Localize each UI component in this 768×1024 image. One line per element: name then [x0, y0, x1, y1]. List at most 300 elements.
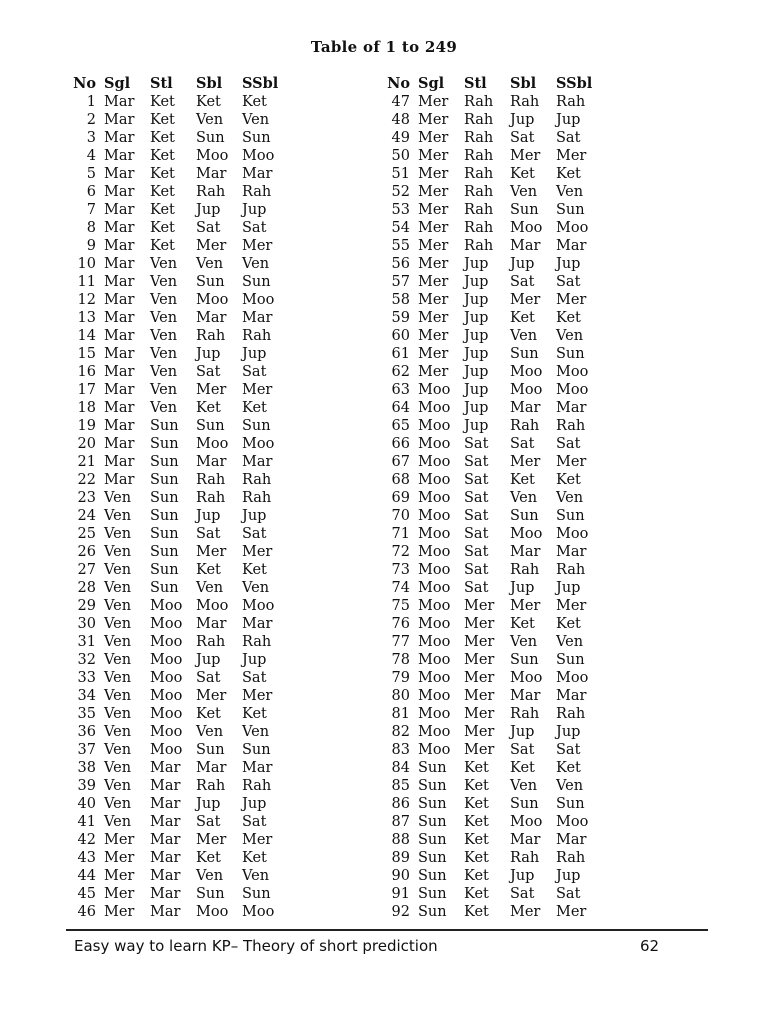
- cell-stl: Ket: [464, 796, 489, 812]
- cell-sgl: Ven: [104, 634, 132, 650]
- header-sgl: Sgl: [104, 75, 131, 92]
- cell-sbl: Rah: [196, 184, 226, 200]
- cell-sbl: Moo: [510, 364, 543, 380]
- cell-stl: Moo: [150, 670, 183, 686]
- cell-no: 17: [77, 382, 96, 398]
- table-row: [66, 831, 292, 849]
- cell-sbl: Rah: [510, 706, 540, 722]
- cell-ssbl: Ven: [242, 112, 270, 128]
- cell-sbl: Sat: [196, 364, 221, 380]
- cell-no: 27: [77, 562, 96, 578]
- cell-sgl: Moo: [418, 616, 451, 632]
- cell-sbl: Moo: [510, 220, 543, 236]
- cell-stl: Rah: [464, 184, 494, 200]
- cell-ssbl: Ket: [556, 760, 581, 776]
- cell-no: 12: [77, 292, 96, 308]
- cell-ssbl: Jup: [556, 724, 581, 740]
- table-row: [66, 453, 292, 471]
- table-row: [386, 183, 606, 201]
- table-row: [66, 705, 292, 723]
- footer-text: Easy way to learn KP– Theory of short prediction: [74, 937, 438, 955]
- table-row: [386, 633, 606, 651]
- cell-sbl: Ven: [510, 490, 538, 506]
- cell-sbl: Mer: [510, 148, 541, 164]
- table-row: [66, 165, 292, 183]
- cell-sbl: Jup: [510, 112, 535, 128]
- cell-sgl: Ven: [104, 652, 132, 668]
- cell-no: 63: [391, 382, 410, 398]
- cell-no: 42: [77, 832, 96, 848]
- cell-no: 45: [77, 886, 96, 902]
- cell-sbl: Sun: [196, 274, 225, 290]
- cell-sbl: Rah: [196, 328, 226, 344]
- cell-sgl: Sun: [418, 760, 447, 776]
- cell-ssbl: Mer: [556, 904, 587, 920]
- cell-stl: Moo: [150, 742, 183, 758]
- cell-stl: Ven: [150, 364, 178, 380]
- cell-sbl: Jup: [510, 724, 535, 740]
- cell-ssbl: Rah: [556, 850, 586, 866]
- table-row: [386, 849, 606, 867]
- cell-stl: Jup: [464, 292, 489, 308]
- table-row: [386, 399, 606, 417]
- table-row: [386, 507, 606, 525]
- cell-sgl: Ven: [104, 526, 132, 542]
- cell-sbl: Jup: [510, 580, 535, 596]
- header-sgl: Sgl: [418, 75, 445, 92]
- cell-no: 77: [391, 634, 410, 650]
- cell-sgl: Mar: [104, 256, 135, 272]
- table-row: [66, 273, 292, 291]
- cell-ssbl: Jup: [242, 796, 267, 812]
- cell-ssbl: Jup: [242, 346, 267, 362]
- cell-ssbl: Ven: [556, 634, 584, 650]
- cell-stl: Moo: [150, 634, 183, 650]
- cell-sgl: Mer: [418, 184, 449, 200]
- cell-sbl: Sun: [196, 130, 225, 146]
- cell-ssbl: Ket: [556, 472, 581, 488]
- cell-ssbl: Mer: [556, 292, 587, 308]
- cell-sgl: Ven: [104, 580, 132, 596]
- cell-sgl: Mar: [104, 418, 135, 434]
- table-row: [386, 705, 606, 723]
- cell-sgl: Ven: [104, 706, 132, 722]
- cell-no: 26: [77, 544, 96, 560]
- cell-no: 33: [77, 670, 96, 686]
- cell-stl: Ket: [150, 166, 175, 182]
- cell-ssbl: Sat: [242, 526, 267, 542]
- cell-no: 44: [77, 868, 96, 884]
- cell-ssbl: Ven: [242, 580, 270, 596]
- cell-sbl: Mar: [510, 238, 541, 254]
- cell-no: 60: [391, 328, 410, 344]
- header-ssbl: SSbl: [556, 75, 593, 92]
- cell-sbl: Sat: [196, 220, 221, 236]
- cell-stl: Mer: [464, 616, 495, 632]
- cell-sbl: Rah: [510, 850, 540, 866]
- table-row: [386, 831, 606, 849]
- cell-sgl: Ven: [104, 688, 132, 704]
- cell-no: 23: [77, 490, 96, 506]
- cell-stl: Ket: [150, 130, 175, 146]
- cell-no: 91: [391, 886, 410, 902]
- cell-sbl: Ven: [510, 778, 538, 794]
- cell-stl: Rah: [464, 202, 494, 218]
- cell-ssbl: Moo: [242, 292, 275, 308]
- cell-sbl: Sat: [196, 814, 221, 830]
- cell-sgl: Mar: [104, 238, 135, 254]
- cell-sbl: Moo: [510, 814, 543, 830]
- table-row: [386, 165, 606, 183]
- cell-ssbl: Moo: [242, 148, 275, 164]
- table-row: [66, 795, 292, 813]
- cell-sgl: Mer: [104, 886, 135, 902]
- cell-ssbl: Ket: [242, 94, 267, 110]
- cell-no: 88: [391, 832, 410, 848]
- cell-sbl: Moo: [510, 670, 543, 686]
- cell-stl: Ket: [464, 832, 489, 848]
- cell-sgl: Ven: [104, 742, 132, 758]
- cell-no: 69: [391, 490, 410, 506]
- cell-sbl: Moo: [196, 436, 229, 452]
- cell-sbl: Mer: [510, 292, 541, 308]
- cell-sgl: Mar: [104, 400, 135, 416]
- header-no: No: [387, 75, 410, 92]
- cell-stl: Mar: [150, 796, 181, 812]
- cell-stl: Ket: [464, 904, 489, 920]
- cell-sgl: Mar: [104, 148, 135, 164]
- cell-no: 22: [77, 472, 96, 488]
- cell-stl: Ket: [150, 202, 175, 218]
- cell-sgl: Ven: [104, 490, 132, 506]
- table-row: [386, 453, 606, 471]
- table-row: [386, 741, 606, 759]
- cell-ssbl: Mar: [242, 166, 273, 182]
- cell-stl: Sun: [150, 454, 179, 470]
- cell-sbl: Sat: [510, 130, 535, 146]
- cell-sbl: Sun: [510, 202, 539, 218]
- cell-no: 47: [391, 94, 410, 110]
- cell-no: 64: [391, 400, 410, 416]
- cell-sbl: Jup: [510, 868, 535, 884]
- cell-stl: Sat: [464, 526, 489, 542]
- cell-ssbl: Rah: [242, 490, 272, 506]
- cell-sbl: Mer: [196, 238, 227, 254]
- cell-sbl: Rah: [510, 418, 540, 434]
- cell-sgl: Moo: [418, 562, 451, 578]
- cell-ssbl: Ket: [242, 850, 267, 866]
- cell-sbl: Ket: [196, 94, 221, 110]
- cell-no: 2: [86, 112, 96, 128]
- cell-ssbl: Ket: [556, 616, 581, 632]
- cell-stl: Moo: [150, 616, 183, 632]
- footer-rule: [66, 929, 708, 931]
- cell-stl: Mar: [150, 904, 181, 920]
- cell-ssbl: Moo: [556, 364, 589, 380]
- cell-stl: Jup: [464, 418, 489, 434]
- cell-sgl: Sun: [418, 796, 447, 812]
- cell-no: 52: [391, 184, 410, 200]
- cell-sgl: Ven: [104, 616, 132, 632]
- cell-ssbl: Sat: [242, 220, 267, 236]
- cell-no: 51: [391, 166, 410, 182]
- cell-sbl: Mer: [510, 454, 541, 470]
- table-header-row: [66, 75, 292, 93]
- cell-ssbl: Jup: [556, 580, 581, 596]
- cell-ssbl: Sun: [556, 508, 585, 524]
- cell-sbl: Ket: [196, 706, 221, 722]
- cell-ssbl: Moo: [556, 814, 589, 830]
- cell-no: 72: [391, 544, 410, 560]
- cell-no: 66: [391, 436, 410, 452]
- cell-sgl: Mer: [418, 220, 449, 236]
- cell-ssbl: Sun: [242, 418, 271, 434]
- cell-no: 78: [391, 652, 410, 668]
- cell-stl: Ket: [150, 184, 175, 200]
- header-stl: Stl: [150, 75, 173, 92]
- cell-sbl: Mar: [510, 688, 541, 704]
- cell-no: 76: [391, 616, 410, 632]
- cell-stl: Sat: [464, 562, 489, 578]
- cell-ssbl: Rah: [556, 706, 586, 722]
- cell-ssbl: Mar: [556, 832, 587, 848]
- cell-ssbl: Rah: [242, 778, 272, 794]
- cell-stl: Sun: [150, 490, 179, 506]
- cell-sbl: Moo: [196, 292, 229, 308]
- cell-stl: Moo: [150, 724, 183, 740]
- cell-ssbl: Moo: [556, 220, 589, 236]
- cell-no: 25: [77, 526, 96, 542]
- table-row: [386, 867, 606, 885]
- cell-ssbl: Jup: [556, 256, 581, 272]
- cell-ssbl: Sat: [242, 814, 267, 830]
- cell-no: 41: [77, 814, 96, 830]
- table-row: [386, 309, 606, 327]
- table-row: [66, 903, 292, 921]
- cell-no: 48: [391, 112, 410, 128]
- cell-sgl: Mer: [418, 148, 449, 164]
- cell-ssbl: Sun: [242, 742, 271, 758]
- cell-stl: Rah: [464, 220, 494, 236]
- cell-sgl: Ven: [104, 760, 132, 776]
- cell-no: 68: [391, 472, 410, 488]
- cell-sbl: Ven: [196, 112, 224, 128]
- cell-sbl: Sat: [510, 742, 535, 758]
- cell-ssbl: Jup: [242, 202, 267, 218]
- table-row: [386, 363, 606, 381]
- cell-no: 6: [86, 184, 96, 200]
- cell-ssbl: Ven: [556, 490, 584, 506]
- cell-sgl: Ven: [104, 508, 132, 524]
- cell-stl: Sat: [464, 544, 489, 560]
- cell-stl: Mar: [150, 778, 181, 794]
- cell-stl: Sat: [464, 436, 489, 452]
- table-row: [386, 543, 606, 561]
- cell-sgl: Ven: [104, 598, 132, 614]
- cell-sgl: Ven: [104, 814, 132, 830]
- cell-stl: Jup: [464, 400, 489, 416]
- cell-no: 9: [86, 238, 96, 254]
- table-row: [66, 615, 292, 633]
- cell-no: 79: [391, 670, 410, 686]
- cell-ssbl: Mar: [556, 238, 587, 254]
- table-row: [386, 885, 606, 903]
- cell-ssbl: Jup: [242, 652, 267, 668]
- table-row: [66, 417, 292, 435]
- cell-sbl: Mar: [196, 616, 227, 632]
- cell-no: 61: [391, 346, 410, 362]
- cell-ssbl: Jup: [556, 868, 581, 884]
- cell-stl: Ket: [464, 814, 489, 830]
- table-row: [66, 687, 292, 705]
- cell-stl: Sun: [150, 436, 179, 452]
- table-row: [66, 327, 292, 345]
- cell-sbl: Sat: [510, 436, 535, 452]
- cell-sgl: Mar: [104, 436, 135, 452]
- table-row: [386, 903, 606, 921]
- cell-sgl: Mar: [104, 274, 135, 290]
- cell-sbl: Ket: [196, 850, 221, 866]
- cell-no: 84: [391, 760, 410, 776]
- cell-stl: Ven: [150, 310, 178, 326]
- cell-sgl: Moo: [418, 688, 451, 704]
- cell-sgl: Moo: [418, 382, 451, 398]
- cell-ssbl: Mar: [242, 760, 273, 776]
- table-row: [386, 147, 606, 165]
- cell-sgl: Mer: [104, 904, 135, 920]
- cell-no: 90: [391, 868, 410, 884]
- cell-no: 83: [391, 742, 410, 758]
- cell-no: 1: [86, 94, 96, 110]
- table-row: [66, 381, 292, 399]
- cell-sgl: Moo: [418, 652, 451, 668]
- cell-sbl: Mar: [510, 400, 541, 416]
- cell-stl: Sat: [464, 490, 489, 506]
- cell-stl: Jup: [464, 310, 489, 326]
- cell-sbl: Sat: [196, 526, 221, 542]
- cell-sgl: Ven: [104, 796, 132, 812]
- table-row: [386, 345, 606, 363]
- header-sbl: Sbl: [510, 75, 537, 92]
- cell-stl: Jup: [464, 364, 489, 380]
- table-right-body: [386, 93, 606, 921]
- cell-no: 85: [391, 778, 410, 794]
- cell-ssbl: Mer: [242, 238, 273, 254]
- cell-ssbl: Sun: [556, 202, 585, 218]
- cell-ssbl: Mer: [242, 688, 273, 704]
- page-title: Table of 1 to 249: [310, 38, 458, 56]
- cell-stl: Sun: [150, 526, 179, 542]
- cell-no: 16: [77, 364, 96, 380]
- cell-sgl: Mar: [104, 328, 135, 344]
- cell-stl: Ven: [150, 328, 178, 344]
- cell-stl: Sun: [150, 508, 179, 524]
- cell-stl: Mer: [464, 742, 495, 758]
- table-row: [66, 525, 292, 543]
- cell-sbl: Mer: [510, 904, 541, 920]
- table-row: [66, 219, 292, 237]
- cell-sbl: Sun: [510, 796, 539, 812]
- cell-sgl: Ven: [104, 544, 132, 560]
- cell-ssbl: Ven: [242, 724, 270, 740]
- cell-sgl: Mer: [418, 202, 449, 218]
- cell-stl: Ven: [150, 292, 178, 308]
- cell-ssbl: Rah: [242, 634, 272, 650]
- cell-ssbl: Mar: [556, 688, 587, 704]
- cell-no: 70: [391, 508, 410, 524]
- cell-sgl: Mer: [418, 274, 449, 290]
- cell-no: 73: [391, 562, 410, 578]
- cell-sgl: Mer: [418, 346, 449, 362]
- cell-stl: Ket: [464, 760, 489, 776]
- cell-stl: Jup: [464, 256, 489, 272]
- cell-sbl: Jup: [196, 346, 221, 362]
- cell-sgl: Moo: [418, 706, 451, 722]
- cell-sgl: Ven: [104, 724, 132, 740]
- cell-sgl: Mer: [104, 850, 135, 866]
- cell-sgl: Mar: [104, 112, 135, 128]
- cell-ssbl: Sun: [242, 274, 271, 290]
- cell-ssbl: Sat: [556, 886, 581, 902]
- cell-sbl: Ven: [196, 724, 224, 740]
- cell-no: 81: [391, 706, 410, 722]
- cell-sbl: Mar: [196, 166, 227, 182]
- cell-sgl: Mer: [418, 166, 449, 182]
- cell-no: 11: [77, 274, 96, 290]
- cell-stl: Ket: [150, 238, 175, 254]
- table-row: [386, 615, 606, 633]
- cell-sgl: Mer: [418, 328, 449, 344]
- cell-stl: Ven: [150, 346, 178, 362]
- cell-sbl: Ket: [196, 562, 221, 578]
- table-row: [66, 885, 292, 903]
- cell-no: 29: [77, 598, 96, 614]
- table-row: [66, 633, 292, 651]
- cell-ssbl: Ven: [242, 868, 270, 884]
- table-row: [386, 201, 606, 219]
- cell-ssbl: Sun: [556, 652, 585, 668]
- cell-sbl: Sun: [510, 346, 539, 362]
- table-header-row: [386, 75, 606, 93]
- cell-sbl: Ket: [510, 166, 535, 182]
- cell-sgl: Sun: [418, 778, 447, 794]
- cell-no: 21: [77, 454, 96, 470]
- cell-ssbl: Ket: [556, 166, 581, 182]
- cell-ssbl: Sat: [556, 130, 581, 146]
- table-row: [386, 327, 606, 345]
- cell-stl: Jup: [464, 274, 489, 290]
- cell-sbl: Sun: [196, 418, 225, 434]
- cell-sgl: Mer: [418, 292, 449, 308]
- cell-stl: Moo: [150, 688, 183, 704]
- table-row: [386, 525, 606, 543]
- table-row: [386, 291, 606, 309]
- cell-sgl: Mar: [104, 94, 135, 110]
- table-row: [66, 309, 292, 327]
- cell-sbl: Sun: [196, 886, 225, 902]
- cell-no: 13: [77, 310, 96, 326]
- cell-no: 58: [391, 292, 410, 308]
- cell-stl: Ket: [150, 148, 175, 164]
- cell-sbl: Sat: [510, 274, 535, 290]
- cell-ssbl: Ven: [556, 184, 584, 200]
- cell-ssbl: Ven: [556, 778, 584, 794]
- cell-sgl: Mar: [104, 454, 135, 470]
- cell-no: 38: [77, 760, 96, 776]
- cell-ssbl: Ket: [242, 562, 267, 578]
- cell-ssbl: Mer: [556, 454, 587, 470]
- cell-no: 62: [391, 364, 410, 380]
